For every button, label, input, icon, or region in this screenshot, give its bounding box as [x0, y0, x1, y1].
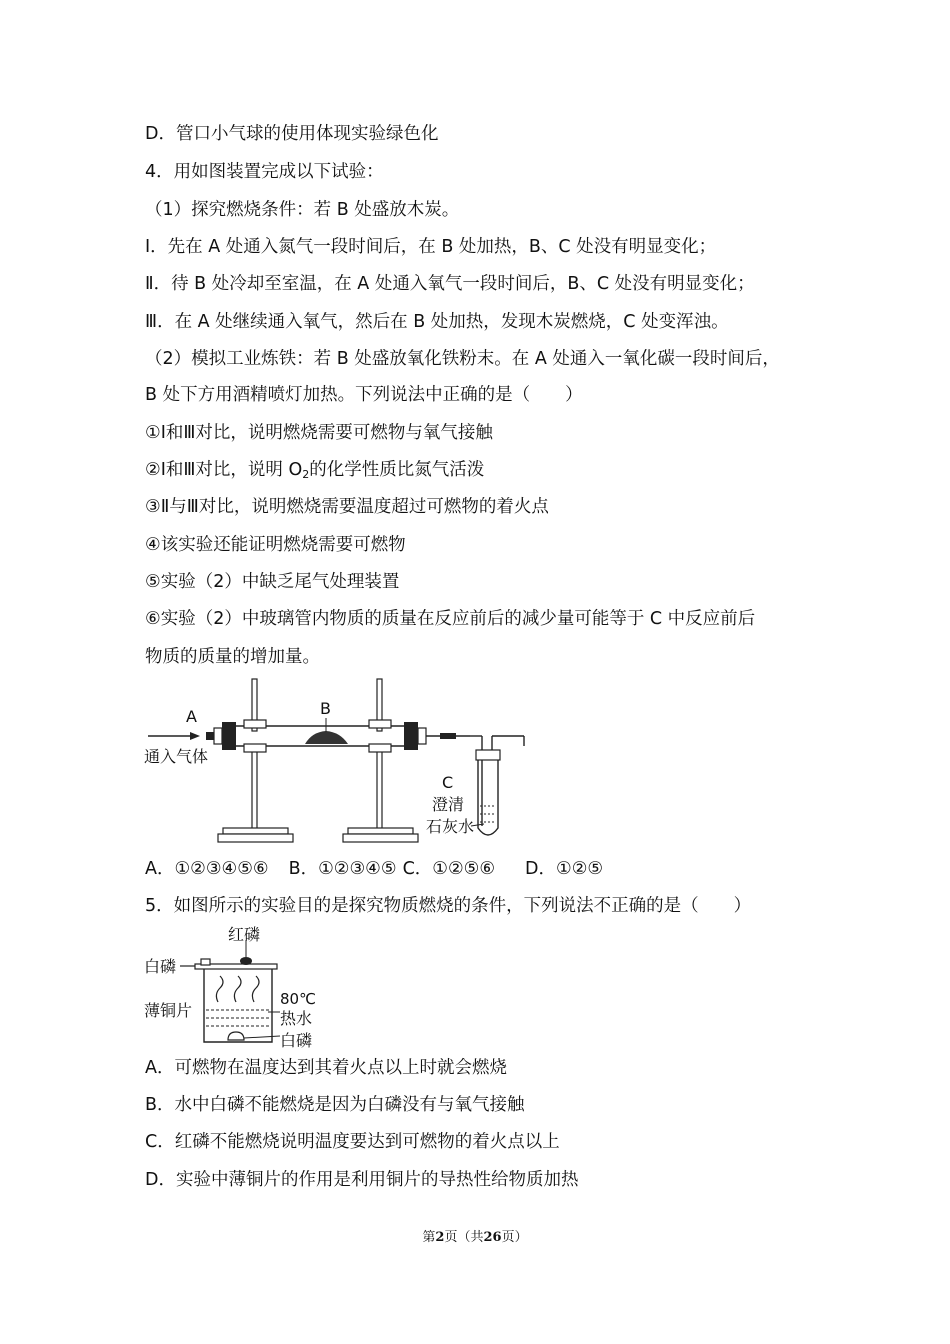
label-copper-plate: 薄铜片 [144, 1001, 193, 1020]
q4-part2-line2: B 处下方用酒精喷灯加热。下列说法中正确的是（ ） [145, 385, 583, 405]
q4-step3: Ⅲ．在 A 处继续通入氧气，然后在 B 处加热，发现木炭燃烧，C 处变浑浊。 [145, 312, 729, 332]
q4-apparatus-figure [140, 676, 540, 848]
q4-statement-3: ③Ⅱ与Ⅲ对比，说明燃烧需要温度超过可燃物的着火点 [145, 497, 549, 517]
q4-step2: Ⅱ．待 B 处冷却至室温，在 A 处通入氧气一段时间后，B、C 处没有明显变化； [145, 274, 755, 294]
q4-option-c: C．①②⑤⑥ [402, 859, 496, 879]
q5-option-c: C．红磷不能燃烧说明温度要达到可燃物的着火点以上 [145, 1132, 560, 1152]
q5-option-d: D．实验中薄铜片的作用是利用铜片的导热性给物质加热 [145, 1170, 579, 1190]
label-red-phosphorus: 红磷 [228, 925, 261, 944]
q4-statement-4: ④该实验还能证明燃烧需要可燃物 [145, 535, 406, 555]
label-gas-in: 通入气体 [144, 747, 209, 766]
q4-part2-line1: （2）模拟工业炼铁：若 B 处盛放氧化铁粉末。在 A 处通入一氧化碳一段时间后， [145, 349, 780, 369]
page-total: 26 [483, 1230, 502, 1245]
q5-option-a: A．可燃物在温度达到其着火点以上时就会燃烧 [145, 1058, 507, 1078]
page-footer: 第2页（共26页） [422, 1230, 528, 1245]
label-temperature: 80℃ [280, 990, 316, 1008]
q5-stem: 5．如图所示的实验目的是探究物质燃烧的条件，下列说法不正确的是（ ） [145, 896, 752, 916]
label-a: A [186, 707, 197, 726]
label-c: C [442, 773, 454, 792]
label-b: B [320, 699, 331, 718]
q4-statement-6-line2: 物质的质量的增加量。 [145, 647, 320, 667]
q4-step1: Ⅰ．先在 A 处通入氮气一段时间后，在 B 处加热，B、C 处没有明显变化； [145, 237, 717, 257]
q4-options [145, 857, 603, 881]
page-number: 2 [435, 1230, 445, 1245]
label-limewater-1: 澄清 [432, 795, 465, 814]
q4-part1: （1）探究燃烧条件：若 B 处盛放木炭。 [145, 200, 460, 220]
q4-option-d: D．①②⑤ [525, 859, 604, 879]
q4-option-a: A．①②③④⑤⑥ [145, 859, 269, 879]
label-limewater-2: 石灰水 [426, 817, 475, 836]
q5-beaker-figure [140, 924, 340, 1050]
q4-statement-1: ①Ⅰ和Ⅲ对比，说明燃烧需要可燃物与氧气接触 [145, 423, 493, 443]
q4-statement-5: ⑤实验（2）中缺乏尾气处理装置 [145, 572, 400, 592]
label-white-phosphorus-top: 白磷 [144, 957, 177, 976]
label-hot-water: 热水 [280, 1009, 313, 1028]
q3-option-d: D．管口小气球的使用体现实验绿色化 [145, 124, 439, 144]
q4-statement-6-line1: ⑥实验（2）中玻璃管内物质的质量在反应前后的减少量可能等于 C 中反应前后 [145, 609, 756, 629]
q4-statement-2: ②Ⅰ和Ⅲ对比，说明 $O_2$的化学性质比氮气活泼 [145, 460, 485, 481]
q5-option-b: B．水中白磷不能燃烧是因为白磷没有与氧气接触 [145, 1095, 525, 1115]
q4-option-b: B．①②③④⑤ [288, 859, 397, 879]
label-white-phosphorus-bottom: 白磷 [280, 1031, 313, 1050]
q4-stem: 4．用如图装置完成以下试验： [145, 162, 384, 182]
